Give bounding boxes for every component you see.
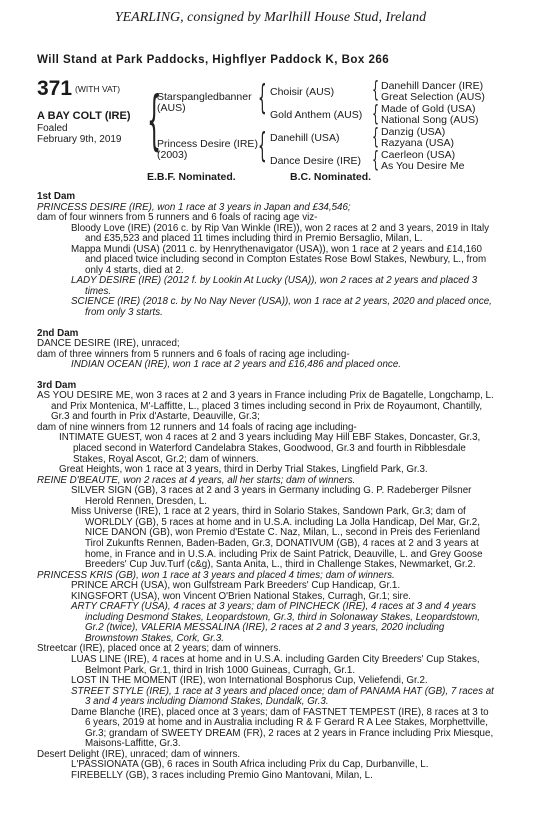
- produce-entry: PRINCESS KRIS (GB), won 1 race at 3 years and placed 4 times; dam of winners.: [37, 569, 395, 581]
- pedigree-g2: Great Selection (AUS): [381, 91, 485, 103]
- foaled-label: Foaled: [37, 122, 68, 134]
- consignor-header: YEARLING, consigned by Marlhill House Stud, Ireland: [114, 10, 427, 25]
- pedigree-brace-g1: {: [372, 78, 379, 103]
- pedigree-dam: Princess Desire (IRE) (2003): [157, 138, 258, 161]
- section-heading-1st-dam: 1st Dam: [37, 191, 76, 202]
- pedigree-g3: Made of Gold (USA): [381, 103, 476, 115]
- vat-label: (WITH VAT): [75, 84, 121, 94]
- produce-entry: Bloody Love (IRE) (2016 c. by Rip Van Winkle (IRE)), won 2 races at 2 and 3 years, 2019 in Italy and £35,523 and placed 11 times including third in Premio Bersaglio, Milan, L.: [71, 222, 490, 245]
- produce-entry: INTIMATE GUEST, won 4 races at 2 and 3 years including May Hill EBF Stakes, Doncaster, Gr.3, placed second in Waterford Candelabra Stakes, Goodwood, Gr.3 and fourth in Ribblesdale Stakes, Royal Ascot, Gr.2; dam of winners.: [59, 432, 481, 465]
- produce-entry: LADY DESIRE (IRE) (2012 f. by Lookin At Lucky (USA)), won 2 races at 2 years and placed 3 times.: [71, 275, 478, 297]
- produce-entry: Desert Delight (IRE), unraced; dam of winners.: [37, 748, 241, 760]
- section-heading-2nd-dam: 2nd Dam: [37, 327, 79, 339]
- produce-entry: ARTY CRAFTY (USA), 4 races at 3 years; dam of PINCHECK (IRE), 4 races at 3 and 4 years including Desmond Stakes, Leopardstown, Gr.3, third in Solonaway Stakes, Leopardstown, Gr.2 (twice), VALERIA MESSALINA (IRE), 2 races at 2 and 3 years, 2020 including Brownstown Stakes, Cork, Gr.3.: [71, 601, 480, 644]
- foaled-date: February 9th, 2019: [37, 134, 122, 145]
- lot-number-block: [37, 77, 121, 100]
- pedigree-sire-sire: Choisir (AUS): [270, 86, 335, 98]
- pedigree-sire-dam: Gold Anthem (AUS): [270, 109, 363, 121]
- produce-entry: Streetcar (IRE), placed once at 2 years; dam of winners.: [37, 643, 281, 655]
- dam-record: dam of nine winners from 12 runners and 14 foals of racing age including-: [37, 421, 357, 433]
- pedigree-g6: Razyana (USA): [381, 137, 454, 149]
- pedigree-dam-dam: Dance Desire (IRE): [270, 155, 362, 167]
- produce-entry: Mappa Mundi (USA) (2011 c. by Henrythenavigator (USA)), won 1 race at 2 years and £14,160 and placed twice including second in Compton Estates Rose Bowl Stakes, Newbury, L., from only 4 starts, died at 2.: [71, 243, 487, 276]
- produce-entry: SILVER SIGN (GB), 3 races at 2 and 3 years in Germany including G. P. Radeberger Pilsner Herold Rennen, Dresden, L.: [71, 485, 472, 507]
- produce-entry: STREET STYLE (IRE), 1 race at 3 years and placed once; dam of PANAMA HAT (GB), 7 races at 3 and 4 years including Diamond Stakes, Dundalk, Gr.3.: [71, 685, 494, 708]
- stand-location: Will Stand at Park Paddocks, Highflyer Paddock K, Box 266: [37, 53, 390, 66]
- pedigree-brace-dam: {: [258, 126, 267, 166]
- pedigree-brace-g4: {: [372, 148, 379, 173]
- pedigree-g8: As You Desire Me: [381, 160, 465, 172]
- produce-entry: KINGSFORT (USA), won Vincent O'Brien National Stakes, Curragh, Gr.1; sire.: [71, 590, 411, 602]
- bc-nomination: B.C. Nominated.: [290, 171, 372, 183]
- produce-entry: L'PASSIONATA (GB), 6 races in South Africa including Prix du Cap, Durbanville, L.: [71, 759, 429, 771]
- section-heading-3rd-dam: 3rd Dam: [37, 379, 77, 391]
- pedigree-brace-sire: {: [258, 78, 267, 118]
- produce-entry: PRINCE ARCH (USA), won Gulfstream Park Breeders' Cup Handicap, Gr.1.: [71, 580, 401, 592]
- pedigree-dam-sire: Danehill (USA): [270, 132, 340, 144]
- dam-line: DANCE DESIRE (IRE), unraced;: [37, 338, 180, 350]
- produce-entry: INDIAN OCEAN (IRE), won 1 race at 2 years and £16,486 and placed once.: [71, 359, 401, 371]
- pedigree-g7: Caerleon (USA): [381, 149, 456, 161]
- dam-record: dam of three winners from 5 runners and 6 foals of racing age including-: [37, 348, 350, 360]
- dam-line: PRINCESS DESIRE (IRE), won 1 race at 3 years in Japan and £34,546;: [37, 201, 351, 213]
- ebf-nomination: E.B.F. Nominated.: [147, 171, 236, 183]
- produce-entry: LOST IN THE MOMENT (IRE), won International Bosphorus Cup, Veliefendi, Gr.2.: [71, 675, 428, 687]
- horse-name: A BAY COLT (IRE): [37, 110, 131, 122]
- produce-entry: Miss Universe (IRE), 1 race at 2 years, third in Solario Stakes, Sandown Park, Gr.3; dam of WORLDLY (GB), 5 races at home and in U.S.A. including La Jolla Handicap, Del Mar, Gr.2, NICE DANON (GB), won Premio d'Estate C. Naz, Milan, L., second in Preis des Ferienland Tirol Zukunfts Rennen, Baden-Baden, Gr.3, DONATIVUM (GB), 4 races at 2 and 3 years at home, in France and in U.S.A. including Prix de Saint Patrick, Deauville, L. and Grey Goose Breeders' Cup Juv.Turf (c&g), Santa Anita, L., third in Challenge Stakes, Newmarket, Gr.2.: [71, 506, 483, 571]
- pedigree-sire: Starspangledbanner (AUS): [157, 91, 252, 114]
- pedigree-g5: Danzig (USA): [381, 126, 446, 138]
- pedigree-brace-g2: {: [372, 102, 379, 127]
- produce-entry: LUAS LINE (IRE), 4 races at home and in U.S.A. including Garden City Breeders' Cup Stakes, Belmont Park, Gr.1, third in Irish 1000 Guineas, Curragh, Gr.1.: [71, 653, 480, 676]
- dam-record: dam of four winners from 5 runners and 6 foals of racing age viz-: [37, 212, 318, 224]
- produce-entry: Great Heights, won 1 race at 3 years, third in Derby Trial Stakes, Lingfield Park, Gr.3.: [59, 464, 428, 476]
- dam-line: AS YOU DESIRE ME, won 3 races at 2 and 3 years in France including Prix de Bagatelle, Longchamp, L. and Prix Montenica, M'-Laffitte, L., placed 3 times including second in Prix de Royaumont, Chantilly, Gr.3 and fourth in Prix d'Astarte, Deauville, Gr.3;: [37, 390, 494, 423]
- produce-entry: SCIENCE (IRE) (2018 c. by No Nay Never (USA)), won 1 race at 2 years, 2020 and placed once, from only 3 starts.: [71, 296, 492, 319]
- produce-entry: Dame Blanche (IRE), placed once at 3 years; dam of FASTNET TEMPEST (IRE), 8 races at 3 to 6 years, 2019 at home and in Australia including R & F Gerard R A Lee Stakes, Morphettville, Gr.3; grandam of SWEETY DREAM (FR), 2 races at 2 years in France including Prix Miesque, Maisons-Laffitte, Gr.3.: [71, 706, 494, 750]
- pedigree-brace-g3: {: [372, 125, 379, 150]
- pedigree-g1: Danehill Dancer (IRE): [381, 80, 484, 92]
- horse-details: [37, 111, 131, 146]
- produce-entry: REINE D'BEAUTE, won 2 races at 4 years, all her starts; dam of winners.: [37, 474, 356, 486]
- pedigree-g4: National Song (AUS): [381, 114, 479, 126]
- lot-number: 371: [37, 77, 73, 100]
- pedigree-brace-main: {: [147, 84, 162, 158]
- produce-entry: FIREBELLY (GB), 3 races including Premio Gino Mantovani, Milan, L.: [71, 769, 373, 781]
- produce-record: [37, 192, 495, 782]
